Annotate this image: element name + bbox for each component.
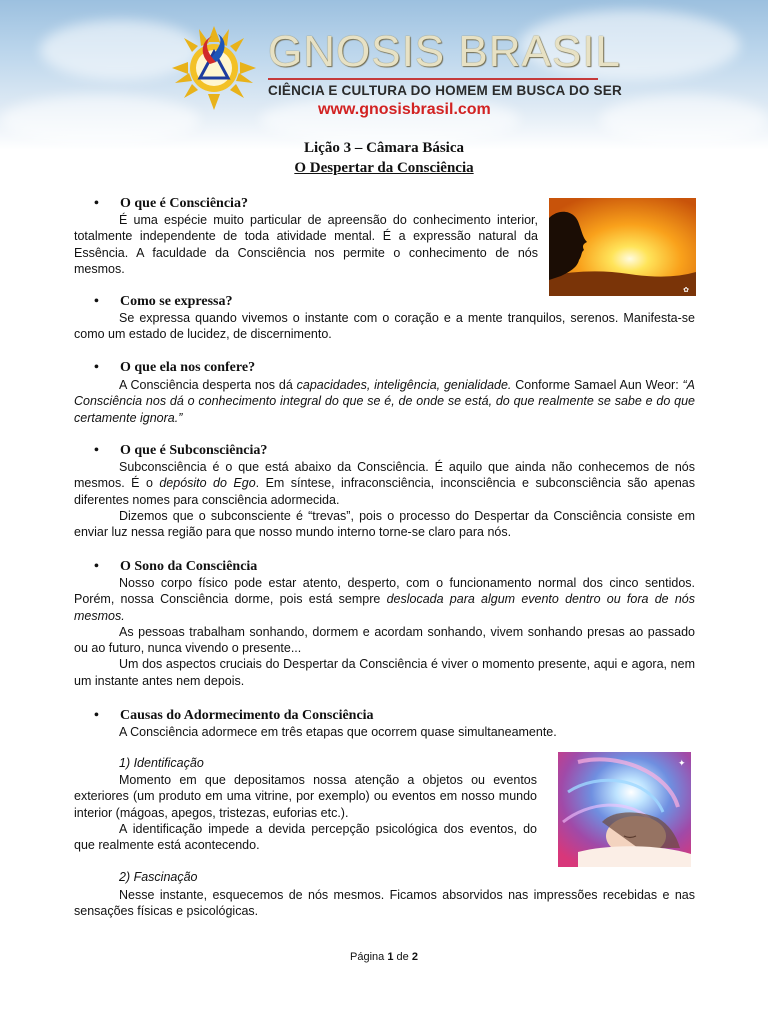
bullet-icon: • xyxy=(94,294,99,309)
brand-tagline: CIÊNCIA E CULTURA DO HOMEM EM BUSCA DO SER xyxy=(268,83,622,98)
section-heading: • Como se expressa? xyxy=(94,294,233,309)
sunset-silhouette-image xyxy=(549,198,696,296)
section-heading: • O Sono da Consciência xyxy=(94,559,258,574)
svg-text:✦: ✦ xyxy=(678,758,686,768)
section-body: A Consciência adormece em três etapas que ocorrem quase simultaneamente. xyxy=(119,725,557,739)
dreaming-woman-image xyxy=(558,752,691,867)
section-body: Nosso corpo físico pode estar atento, desperto, com o funcionamento normal dos cinco sentidos. Porém, nossa Consciência dorme, pois está sempre deslocada para algum evento dentro ou fora de nós mesmos. As pessoas trabalham sonhando, dormem e acordam sonhando, vivem sonhando presas ao passado ou ao futuro, nunca vivendo o presente... Um dos aspectos cruciais do Despertar da Consciência é viver o momento presente, aqui e agora, nem um instante antes nem depois. xyxy=(74,576,695,688)
section-heading: • Causas do Adormecimento da Consciência xyxy=(94,708,374,723)
subheading-identificacao: 1) Identificação xyxy=(119,756,204,770)
website-link[interactable]: www.gnosisbrasil.com xyxy=(318,101,491,118)
section-heading: • O que é Consciência? xyxy=(94,196,248,211)
section-heading: • O que ela nos confere? xyxy=(94,360,256,375)
section-heading: • O que é Subconsciência? xyxy=(94,443,268,458)
subheading-fascinacao: 2) Fascinação xyxy=(119,870,198,884)
section-body: Nesse instante, esquecemos de nós mesmos. Ficamos absorvidos nas impressões recebidas e nas sensações físicas e psicológicas. xyxy=(74,888,695,919)
gnosis-logo-icon xyxy=(170,22,258,110)
lesson-title: Lição 3 – Câmara Básica xyxy=(304,140,464,156)
section-body: Se expressa quando vivemos o instante com o coração e a mente tranquilos, serenos. Manifesta-se como um estado de lucidez, de discernimento. xyxy=(74,311,695,342)
page-footer: Página 1 de 2 xyxy=(350,951,418,963)
svg-text:✿: ✿ xyxy=(683,287,689,294)
section-body: A Consciência desperta nos dá capacidades, inteligência, genialidade. Conforme Samael Aun Weor: “A Consciência nos dá o conhecimento integral do que se é, de onde se está, do que realmente se sabe e do que certamente ignora.” xyxy=(74,378,696,425)
section-body: Momento em que depositamos nossa atenção a objetos ou eventos exteriores (um produto em uma vitrine, por exemplo) ou eventos em nosso mundo interior (mágoas, apegos, tristezas, euforias etc.). A identificação impede a devida percepção psicológica dos eventos, do que realmente está acontecendo. xyxy=(74,773,537,853)
bullet-icon: • xyxy=(94,559,99,574)
section-body: Subconsciência é o que está abaixo da Consciência. É aquilo que ainda não conhecemos de nós mesmos. É o depósito do Ego. Em síntese, infraconsciência, inconsciência e subconsciência são apenas diferentes nomes para consciência adormecida. Dizemos que o subconsciente é “trevas”, pois o processo do Despertar da Consciência consiste em enviar luz nessa região para que nosso mundo interno torne-se claro para nós. xyxy=(74,460,695,540)
bullet-icon: • xyxy=(94,708,99,723)
bullet-icon: • xyxy=(94,443,99,458)
bullet-icon: • xyxy=(94,360,99,375)
bullet-icon: • xyxy=(94,196,99,211)
brand-name: GNOSIS BRASIL xyxy=(268,27,621,76)
brand-divider xyxy=(268,78,598,80)
lesson-subtitle: O Despertar da Consciência xyxy=(294,160,474,176)
section-body: É uma espécie muito particular de apreensão do conhecimento interior, totalmente independente de toda atividade mental. É a expressão natural da Essência. A faculdade da Consciência nos permite o conhecimento de nós mesmos. xyxy=(74,213,538,276)
